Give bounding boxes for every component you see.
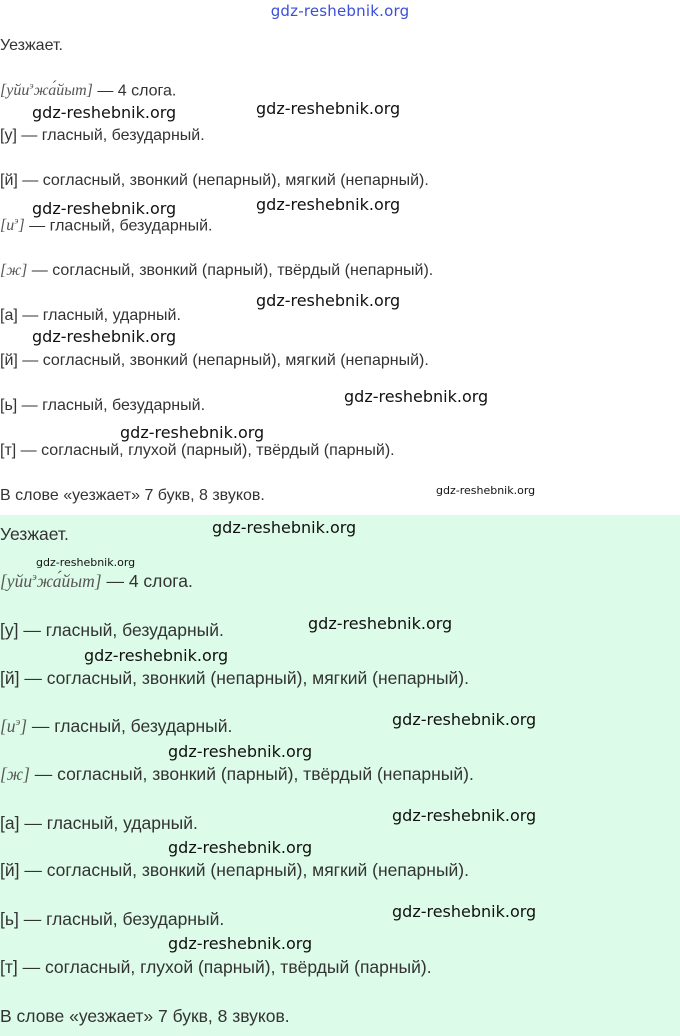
sound-description: — согласный, звонкий (непарный), мягкий (непарный). xyxy=(19,860,469,880)
word-title: Уезжает. xyxy=(0,524,69,544)
watermark: gdz-reshebnik.org xyxy=(308,614,453,633)
sound: [а] xyxy=(0,813,20,833)
sound-line xyxy=(0,909,224,930)
sound-line xyxy=(0,957,432,978)
sound: [й] xyxy=(0,172,18,189)
syllable-count: — 4 слога. xyxy=(97,82,177,100)
sound-description: — согласный, глухой (парный), твёрдый (парный). xyxy=(17,957,432,977)
watermark: gdz-reshebnik.org xyxy=(256,195,401,214)
transcription-line xyxy=(0,571,193,592)
sound-line xyxy=(0,397,205,415)
watermark: gdz-reshebnik.org xyxy=(32,199,177,218)
sound: [ж] xyxy=(0,262,28,279)
sound: [ь] xyxy=(0,909,19,929)
watermark: gdz-reshebnik.org xyxy=(36,556,136,569)
watermark: gdz-reshebnik.org xyxy=(120,423,265,442)
watermark: gdz-reshebnik.org xyxy=(168,838,313,857)
sound-description: — гласный, ударный. xyxy=(19,813,198,833)
sound-line xyxy=(0,764,474,785)
sound-description: — согласный, глухой (парный), твёрдый (парный). xyxy=(16,442,395,459)
watermark: gdz-reshebnik.org xyxy=(436,484,536,497)
transcription-line xyxy=(0,81,176,100)
sound: [т] xyxy=(0,957,18,977)
sound-description: — согласный, звонкий (непарный), мягкий (непарный). xyxy=(19,668,469,688)
sound: [й] xyxy=(0,860,20,880)
word-title: Уезжает. xyxy=(0,37,63,54)
sound: [й] xyxy=(0,352,18,369)
sound-description: — гласный, безударный. xyxy=(18,620,224,640)
watermark: gdz-reshebnik.org xyxy=(84,646,229,665)
watermark: gdz-reshebnik.org xyxy=(212,518,357,537)
watermark: gdz-reshebnik.org xyxy=(344,387,489,406)
sound-line xyxy=(0,813,198,834)
summary: В слове «уезжает» 7 букв, 8 звуков. xyxy=(0,1006,290,1026)
sound-description: — согласный, звонкий (парный), твёрдый (непарный). xyxy=(29,764,474,784)
sound-line xyxy=(0,262,433,280)
sound: [а] xyxy=(0,307,18,324)
watermark: gdz-reshebnik.org xyxy=(168,934,313,953)
watermark: gdz-reshebnik.org xyxy=(392,806,537,825)
watermark: gdz-reshebnik.org xyxy=(256,291,401,310)
syllable-count: — 4 слога. xyxy=(106,571,193,591)
sound-line xyxy=(0,216,212,235)
sound-line xyxy=(0,716,232,737)
sound-description: — гласный, безударный. xyxy=(27,716,233,736)
watermark: gdz-reshebnik.org xyxy=(392,902,537,921)
summary: В слове «уезжает» 7 букв, 8 звуков. xyxy=(0,487,265,504)
sound: [й] xyxy=(0,668,20,688)
sound-description: — согласный, звонкий (непарный), мягкий (непарный). xyxy=(17,172,429,189)
sound-description: — гласный, безударный. xyxy=(24,217,213,235)
watermark: gdz-reshebnik.org xyxy=(168,742,313,761)
sound-description: — гласный, ударный. xyxy=(17,307,181,324)
sound: $[и^э]$ xyxy=(0,716,28,736)
sound: [у] xyxy=(0,127,17,144)
watermark: gdz-reshebnik.org xyxy=(32,327,177,346)
watermark: gdz-reshebnik.org xyxy=(32,103,177,122)
sound-line xyxy=(0,352,429,370)
site-watermark-top: gdz-reshebnik.org xyxy=(270,2,410,20)
watermark: gdz-reshebnik.org xyxy=(392,710,537,729)
sound-description: — гласный, безударный. xyxy=(17,397,206,414)
sound: [ж] xyxy=(0,764,30,784)
sound-line xyxy=(0,127,205,145)
sound-line xyxy=(0,668,469,689)
sound-description: — гласный, безударный. xyxy=(18,909,225,929)
sound-description: — согласный, звонкий (парный), твёрдый (непарный). xyxy=(27,262,434,279)
transcription: [уйи$^э$жа́йыт] xyxy=(0,81,93,100)
sound-line xyxy=(0,620,224,641)
sound-line xyxy=(0,860,469,881)
sound-line xyxy=(0,307,181,325)
sound: [у] xyxy=(0,620,19,640)
sound-line xyxy=(0,172,429,190)
sound: [ь] xyxy=(0,397,18,414)
sound-description: — гласный, безударный. xyxy=(16,127,205,144)
watermark: gdz-reshebnik.org xyxy=(256,99,401,118)
sound-description: — согласный, звонкий (непарный), мягкий (непарный). xyxy=(17,352,429,369)
sound: [т] xyxy=(0,442,17,459)
transcription: [уйи$^э$жа́йыт] xyxy=(0,571,102,591)
sound-line xyxy=(0,442,395,460)
sound: $[и^э]$ xyxy=(0,216,25,235)
